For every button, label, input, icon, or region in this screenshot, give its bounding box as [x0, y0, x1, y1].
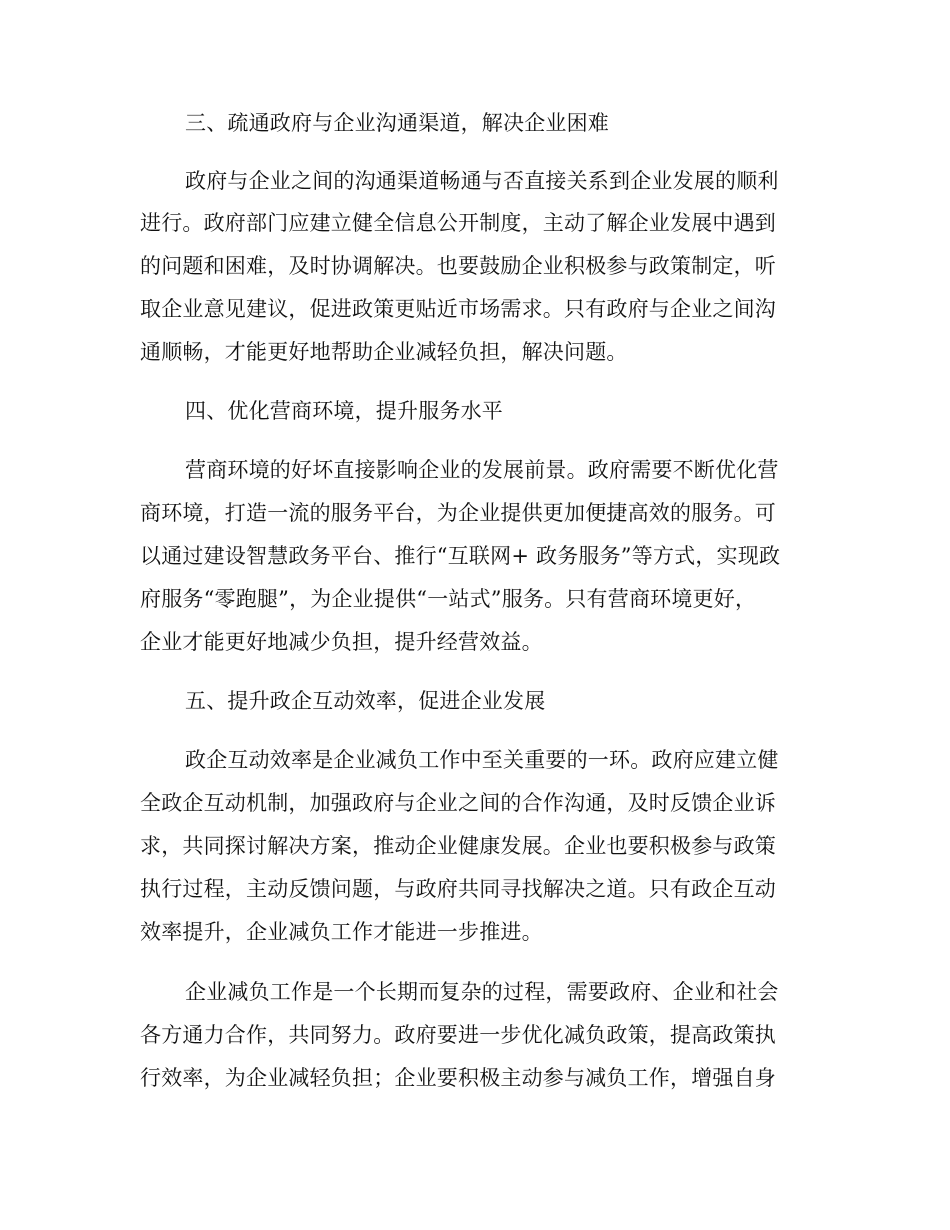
paragraph-line: 以通过建设智慧政务平台、推行“互联网+ 政务服务”等方式，实现政: [140, 544, 781, 568]
paragraph-line: 求，共同探讨解决方案，推动企业健康发展。企业也要积极参与政策: [140, 834, 776, 858]
paragraph-line: 的问题和困难，及时协调解决。也要鼓励企业积极参与政策制定，听: [140, 254, 776, 278]
section-heading-4: 四、优化营商环境，提升服务水平: [185, 399, 503, 423]
paragraph-line: 营商环境的好坏直接影响企业的发展前景。政府需要不断优化营: [185, 458, 779, 482]
paragraph-line: 企业才能更好地减少负担，提升经营效益。: [140, 630, 543, 654]
section-heading-3: 三、疏通政府与企业沟通渠道，解决企业困难: [185, 111, 609, 135]
paragraph-line: 取企业意见建议，促进政策更贴近市场需求。只有政府与企业之间沟: [140, 297, 776, 321]
paragraph-line: 行效率，为企业减轻负担；企业要积极主动参与减负工作，增强自身: [140, 1066, 776, 1090]
paragraph-line: 商环境，打造一流的服务平台，为企业提供更加便捷高效的服务。可: [140, 501, 776, 525]
paragraph-line: 各方通力合作，共同努力。政府要进一步优化减负政策，提高政策执: [140, 1023, 776, 1047]
paragraph-line: 执行过程，主动反馈问题，与政府共同寻找解决之道。只有政企互动: [140, 877, 776, 901]
paragraph-line: 进行。政府部门应建立健全信息公开制度，主动了解企业发展中遇到: [140, 211, 776, 235]
paragraph-line: 全政企互动机制，加强政府与企业之间的合作沟通，及时反馈企业诉: [140, 791, 776, 815]
paragraph-line: 政企互动效率是企业减负工作中至关重要的一环。政府应建立健: [185, 748, 779, 772]
paragraph-line: 府服务“零跑腿”，为企业提供“一站式”服务。只有营商环境更好，: [140, 587, 757, 611]
paragraph-line: 通顺畅，才能更好地帮助企业减轻负担，解决问题。: [140, 340, 628, 364]
paragraph-line: 政府与企业之间的沟通渠道畅通与否直接关系到企业发展的顺利: [185, 169, 779, 193]
paragraph-line: 效率提升，企业减负工作才能进一步推进。: [140, 920, 543, 944]
paragraph-line: 企业减负工作是一个长期而复杂的过程，需要政府、企业和社会: [185, 980, 779, 1004]
section-heading-5: 五、提升政企互动效率，促进企业发展: [185, 689, 546, 713]
